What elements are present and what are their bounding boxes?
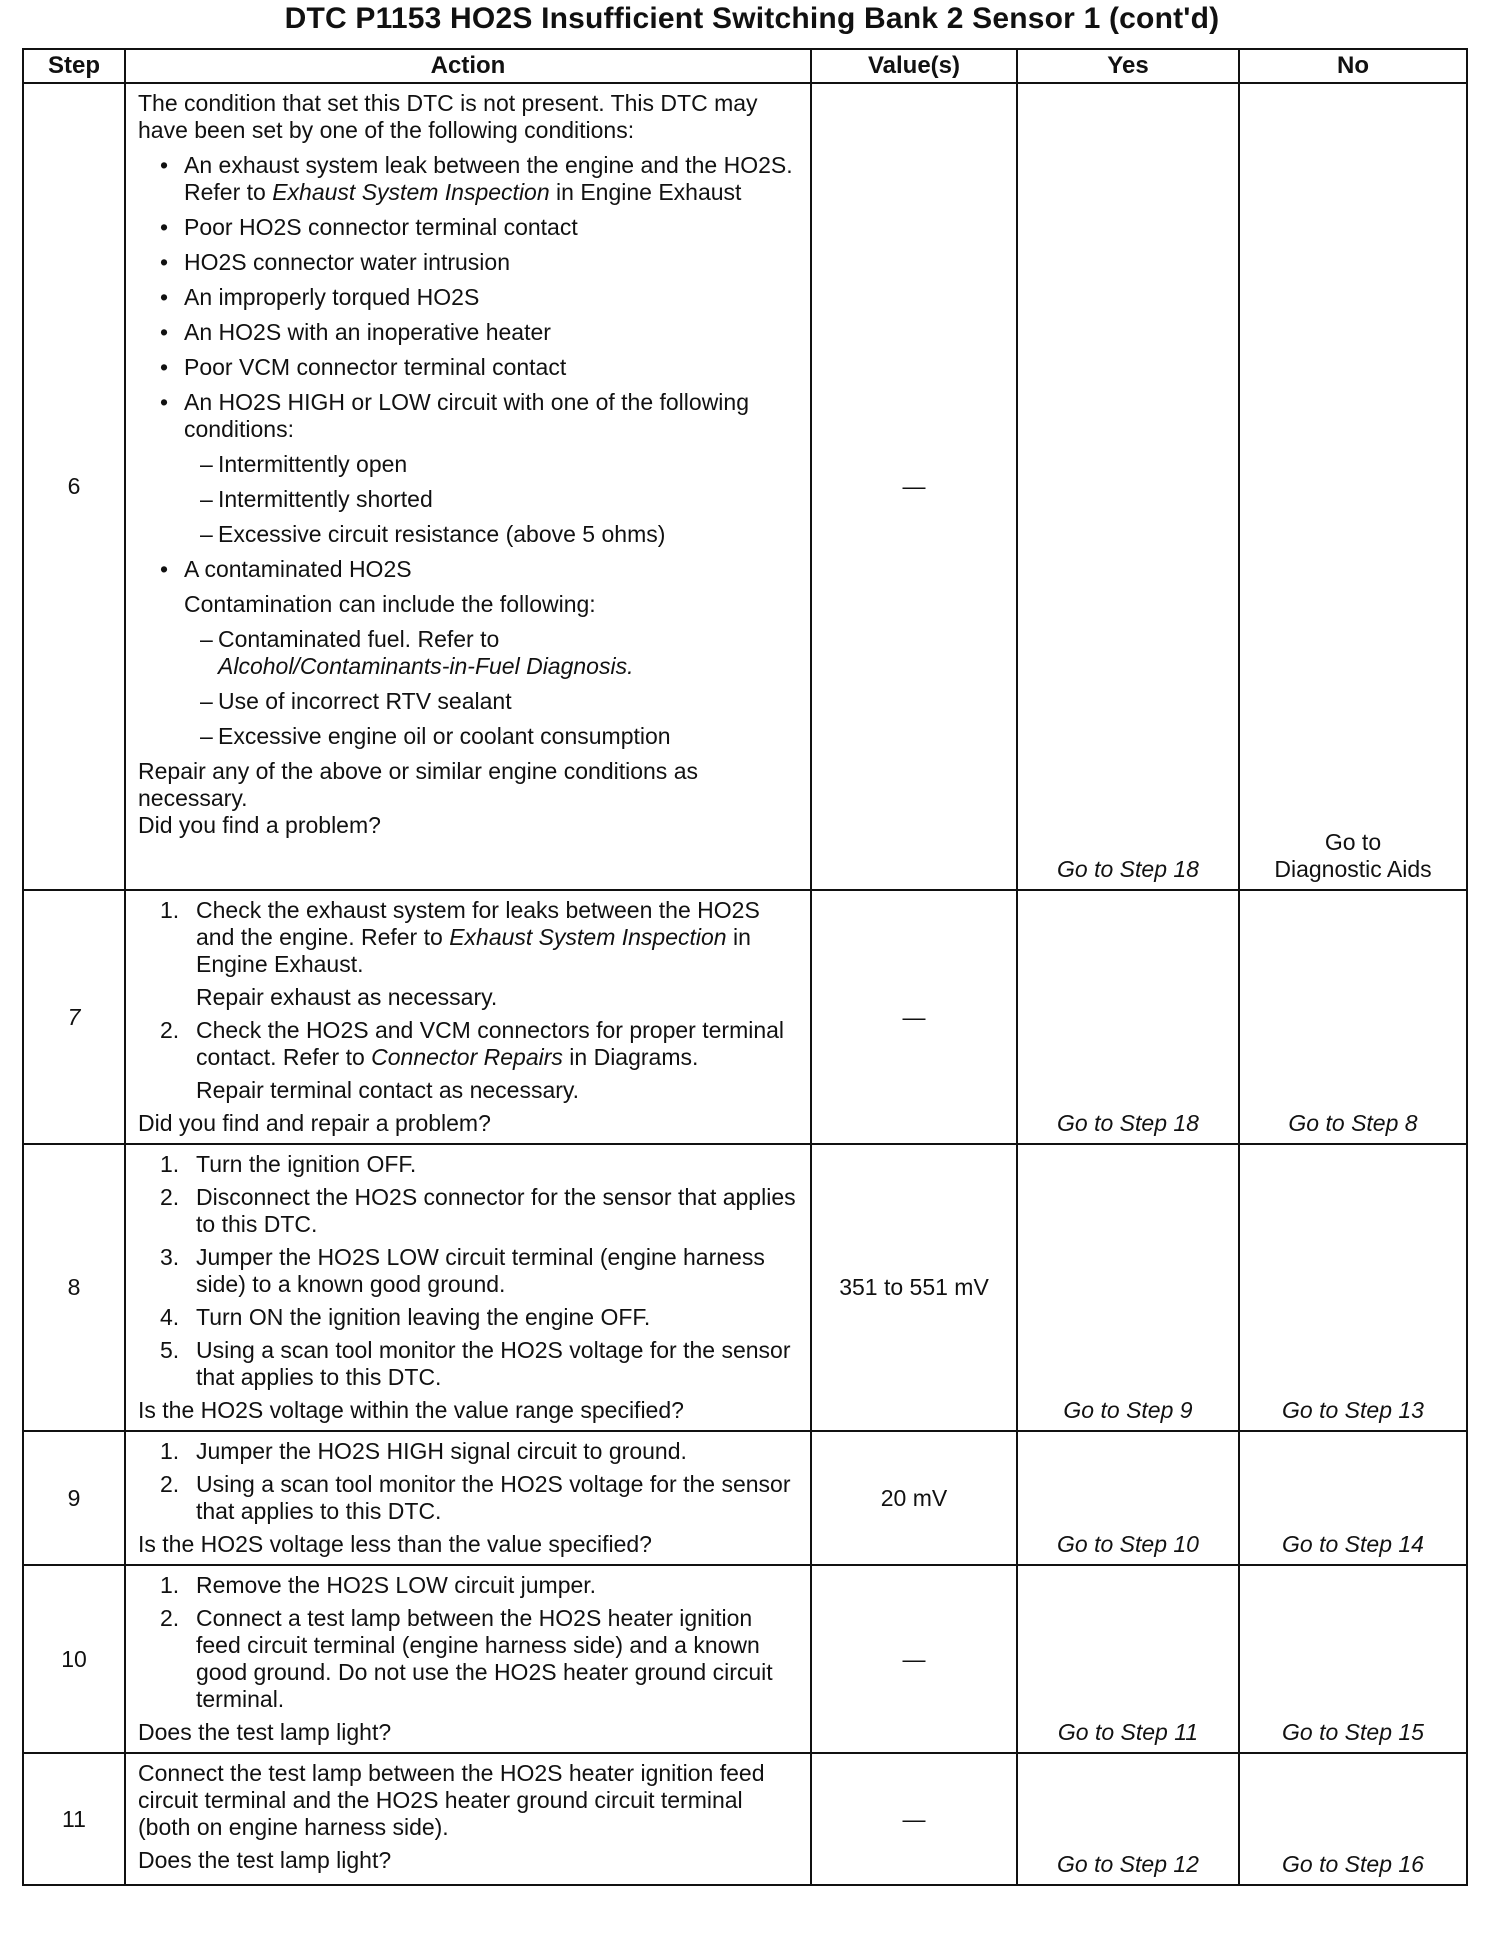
- yes-outcome: Go to Step 11: [1017, 1565, 1239, 1753]
- reference-link-text: Connector Repairs: [371, 1044, 563, 1070]
- list-item: – Excessive engine oil or coolant consumption: [138, 723, 800, 750]
- action-intro: The condition that set this DTC is not present. This DTC may have been set by one of the following conditions:: [138, 90, 758, 143]
- table-row: [23, 83, 1467, 890]
- list-item: – Use of incorrect RTV sealant: [138, 688, 800, 715]
- list-item: – Excessive circuit resistance (above 5 ohms): [138, 521, 800, 548]
- step-number: 9: [23, 1431, 125, 1565]
- list-item: – Intermittently shorted: [138, 486, 800, 513]
- step-number: 6: [23, 83, 125, 890]
- list-item: • HO2S connector water intrusion: [138, 249, 800, 276]
- no-outcome: Go to Step 8: [1239, 890, 1467, 1144]
- list-item: 2. Using a scan tool monitor the HO2S voltage for the sensor that applies to this DTC.: [160, 1471, 791, 1524]
- step-question: Is the HO2S voltage within the value range specified?: [138, 1397, 684, 1423]
- list-item: • An HO2S with an inoperative heater: [138, 319, 800, 346]
- list-item: 2. Connect a test lamp between the HO2S heater ignition feed circuit terminal (engine harness side) and a known good ground. Do not use the HO2S heater ground circuit terminal.: [160, 1605, 773, 1712]
- table-header-row: [23, 49, 1467, 83]
- header-values: Value(s): [811, 49, 1017, 83]
- step-number: 7: [23, 890, 125, 1144]
- sub-condition-list: [138, 451, 800, 548]
- table-row: [23, 1144, 1467, 1431]
- list-item: • A contaminated HO2S: [138, 556, 800, 583]
- list-item: – Contaminated fuel. Refer to Alcohol/Contaminants-in-Fuel Diagnosis.: [138, 626, 800, 680]
- list-item: 1. Jumper the HO2S HIGH signal circuit to ground.: [160, 1438, 687, 1464]
- value-cell: —: [811, 890, 1017, 1144]
- no-outcome: Go to Step 14: [1239, 1431, 1467, 1565]
- list-item: 3. Jumper the HO2S LOW circuit terminal (engine harness side) to a known good ground.: [160, 1244, 765, 1297]
- step-number: 11: [23, 1753, 125, 1885]
- condition-list: [138, 152, 800, 443]
- no-outcome: Go to Diagnostic Aids: [1239, 83, 1467, 890]
- repair-note: Repair exhaust as necessary.: [196, 984, 498, 1010]
- reference-link-text: Alcohol/Contaminants-in-Fuel Diagnosis.: [218, 653, 634, 679]
- step-question: Does the test lamp light?: [138, 1719, 392, 1745]
- header-no: No: [1239, 49, 1467, 83]
- value-cell: —: [811, 83, 1017, 890]
- table-row: [23, 1431, 1467, 1565]
- value-cell: —: [811, 1565, 1017, 1753]
- list-item: • An exhaust system leak between the engine and the HO2S. Refer to Exhaust System Inspection in Engine Exhaust: [138, 152, 800, 206]
- procedure-list: [138, 1151, 800, 1391]
- action-cell: [125, 83, 811, 890]
- repair-instruction: Repair any of the above or similar engine conditions as necessary.: [138, 758, 698, 811]
- header-action: Action: [125, 49, 811, 83]
- action-cell: [125, 1431, 811, 1565]
- list-item: 2. Disconnect the HO2S connector for the sensor that applies to this DTC.: [160, 1184, 796, 1237]
- procedure-list: [138, 1017, 800, 1071]
- value-cell: —: [811, 1753, 1017, 1885]
- page-title: DTC P1153 HO2S Insufficient Switching Bank 2 Sensor 1 (cont'd): [284, 2, 1220, 35]
- no-outcome: Go to Step 13: [1239, 1144, 1467, 1431]
- yes-outcome: Go to Step 9: [1017, 1144, 1239, 1431]
- list-item: – Intermittently open: [138, 451, 800, 478]
- list-item: 1. Remove the HO2S LOW circuit jumper.: [160, 1572, 597, 1598]
- action-text: Connect the test lamp between the HO2S heater ignition feed circuit terminal and the HO2S heater ground circuit terminal (both on engine harness side).: [138, 1760, 765, 1840]
- header-step: Step: [23, 49, 125, 83]
- list-item: • An HO2S HIGH or LOW circuit with one of the following conditions:: [138, 389, 800, 443]
- table-row: [23, 890, 1467, 1144]
- procedure-list: [138, 1572, 800, 1713]
- value-cell: 20 mV: [811, 1431, 1017, 1565]
- header-yes: Yes: [1017, 49, 1239, 83]
- condition-list: [138, 556, 800, 583]
- reference-link-text: Exhaust System Inspection: [272, 179, 550, 205]
- step-question: Does the test lamp light?: [138, 1847, 392, 1873]
- diagnostic-table: [22, 48, 1468, 1886]
- table-row: [23, 1753, 1467, 1885]
- procedure-list: [138, 897, 800, 978]
- list-item: 2. Check the HO2S and VCM connectors for proper terminal contact. Refer to Connector Repairs in Diagrams.: [160, 1017, 785, 1070]
- step-question: Did you find a problem?: [138, 812, 381, 838]
- list-item: • Poor HO2S connector terminal contact: [138, 214, 800, 241]
- list-item: 4. Turn ON the ignition leaving the engine OFF.: [160, 1304, 651, 1330]
- contamination-list: [138, 626, 800, 750]
- step-number: 10: [23, 1565, 125, 1753]
- contamination-note: Contamination can include the following:: [184, 591, 596, 617]
- reference-link-text: Exhaust System Inspection: [449, 924, 727, 950]
- action-cell: [125, 1753, 811, 1885]
- no-outcome: Go to Step 16: [1239, 1753, 1467, 1885]
- list-item: 5. Using a scan tool monitor the HO2S voltage for the sensor that applies to this DTC.: [160, 1337, 791, 1390]
- no-outcome: Go to Step 15: [1239, 1565, 1467, 1753]
- list-item: • Poor VCM connector terminal contact: [138, 354, 800, 381]
- action-cell: [125, 890, 811, 1144]
- action-cell: [125, 1565, 811, 1753]
- repair-note: Repair terminal contact as necessary.: [196, 1077, 580, 1103]
- yes-outcome: Go to Step 18: [1017, 83, 1239, 890]
- list-item: 1. Turn the ignition OFF.: [160, 1151, 417, 1177]
- list-item: 1. Check the exhaust system for leaks between the HO2S and the engine. Refer to Exhaust System Inspection in Engine Exhaust.: [160, 897, 760, 977]
- step-question: Did you find and repair a problem?: [138, 1110, 491, 1136]
- table-row: [23, 1565, 1467, 1753]
- yes-outcome: Go to Step 18: [1017, 890, 1239, 1144]
- value-cell: 351 to 551 mV: [811, 1144, 1017, 1431]
- action-cell: [125, 1144, 811, 1431]
- yes-outcome: Go to Step 10: [1017, 1431, 1239, 1565]
- step-question: Is the HO2S voltage less than the value specified?: [138, 1531, 652, 1557]
- procedure-list: [138, 1438, 800, 1525]
- list-item: • An improperly torqued HO2S: [138, 284, 800, 311]
- yes-outcome: Go to Step 12: [1017, 1753, 1239, 1885]
- step-number: 8: [23, 1144, 125, 1431]
